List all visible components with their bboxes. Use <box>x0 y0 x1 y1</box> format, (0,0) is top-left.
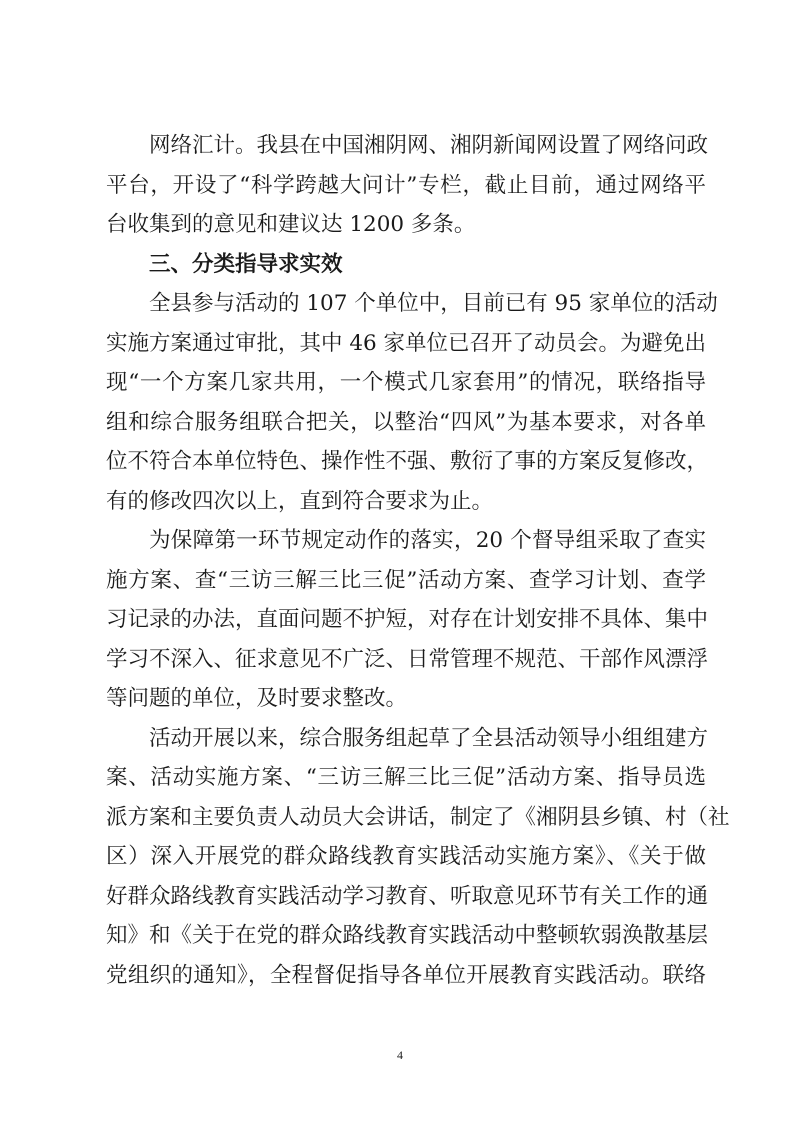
text-line: 区）深入开展党的群众路线教育实践活动实施方案》、《关于做 <box>106 844 706 869</box>
text-line: 组和综合服务组联合把关，以整治“四风”为基本要求，对各单 <box>106 409 706 435</box>
text-line: 为保障第一环节规定动作的落实，20 个督导组采取了查实 <box>149 528 706 553</box>
text-line: 活动开展以来，综合服务组起草了全县活动领导小组组建方 <box>149 725 709 751</box>
text-line: 台收集到的意见和建议达 1200 多条。 <box>106 212 476 237</box>
body-text <box>106 126 730 995</box>
text-line: 施方案、查“三访三解三比三促”活动方案、查学习计划、查学 <box>106 567 706 593</box>
text-line: 知》和《关于在党的群众路线教育实践活动中整顿软弱涣散基层 <box>106 923 709 948</box>
section-heading: 三、分类指导求实效 <box>149 251 343 277</box>
text-line: 实施方案通过审批，其中 46 家单位已召开了动员会。为避免出 <box>106 330 707 356</box>
text-line: 等问题的单位，及时要求整改。 <box>106 686 408 711</box>
text-line: 习记录的办法，直面问题不护短，对存在计划安排不具体、集中 <box>106 607 709 632</box>
text-line: 网络汇计。我县在中国湘阴网、湘阴新闻网设置了网络问政 <box>149 133 709 158</box>
text-line: 案、活动实施方案、“三访三解三比三促”活动方案、指导员选 <box>106 765 706 790</box>
text-line: 好群众路线教育实践活动学习教育、听取意见环节有关工作的通 <box>106 883 709 909</box>
text-line: 学习不深入、征求意见不广泛、日常管理不规范、干部作风漂浮 <box>106 646 709 672</box>
text-line: 全县参与活动的 107 个单位中，目前已有 95 家单位的活动 <box>149 291 718 316</box>
text-line: 党组织的通知》，全程督促指导各单位开展教育实践活动。联络 <box>106 962 706 988</box>
text-line: 现“一个方案几家共用，一个模式几家套用”的情况，联络指导 <box>106 370 706 395</box>
page-number: 4 <box>397 1048 403 1062</box>
text-line: 平台，开设了“科学跨越大问计”专栏，截止目前，通过网络平 <box>106 172 706 198</box>
text-line: 有的修改四次以上，直到符合要求为止。 <box>106 488 494 514</box>
text-line: 位不符合本单位特色、操作性不强、敷衍了事的方案反复修改， <box>106 449 709 474</box>
text-line: 派方案和主要负责人动员大会讲话，制定了《湘阴县乡镇、村（社 <box>106 804 730 830</box>
